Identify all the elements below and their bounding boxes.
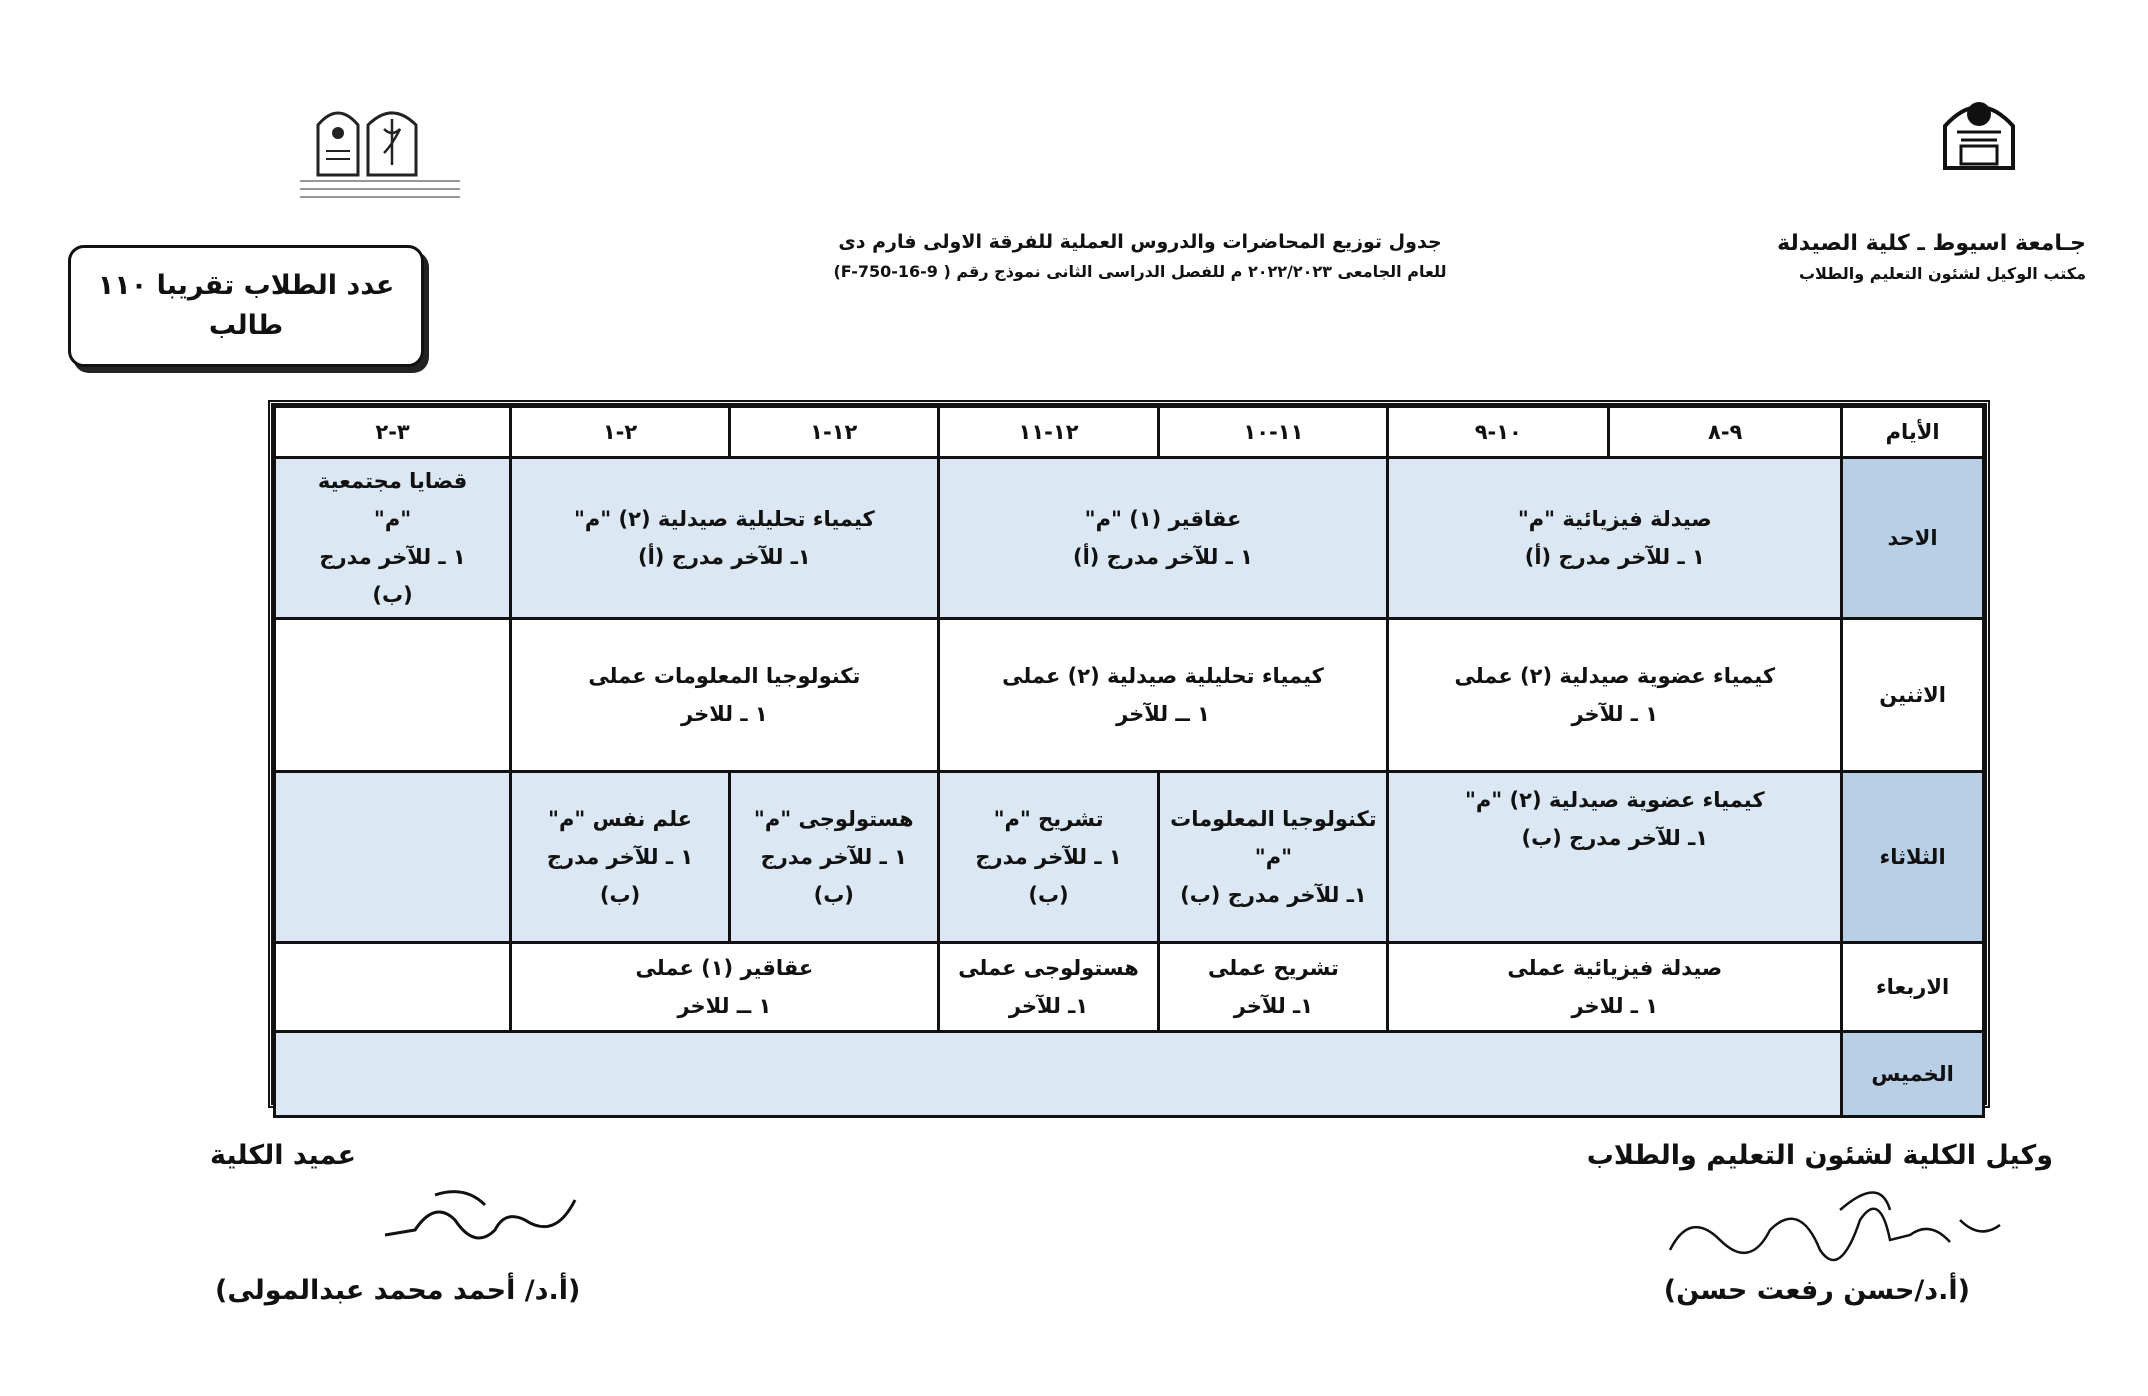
schedule-cell	[938, 458, 1388, 619]
course-detail: ١ ــ للآخر	[1116, 702, 1210, 726]
course-detail: ١ـ للآخر مدرج (أ)	[638, 545, 811, 569]
office-name: مكتب الوكيل لشئون التعليم والطلاب	[1798, 264, 2086, 283]
course-name: تشريح عملى	[1207, 956, 1339, 980]
course-detail: ١ ـ للاخر	[1571, 994, 1659, 1018]
vice-dean-signature	[1650, 1180, 2020, 1290]
table-header-row	[275, 407, 1984, 458]
course-name: كيمياء عضوية صيدلية (٢) عملى	[1454, 664, 1776, 688]
day-wednesday: الاربعاء	[1842, 943, 1984, 1032]
course-detail: ١ ـ للاخر	[681, 702, 768, 726]
page-subtitle: للعام الجامعى ٢٠٢٢/٢٠٢٣ م للفصل الدراسى الثانى نموذج رقم ( F-750-16-9)	[833, 262, 1447, 281]
page-title: جدول توزيع المحاضرات والدروس العملية للفرقة الاولى فارم دى	[838, 231, 1442, 253]
table-row	[275, 943, 1984, 1032]
course-detail: ١ ـ للآخر مدرج	[760, 845, 907, 869]
schedule-cell	[729, 772, 938, 943]
student-count-box	[68, 245, 424, 367]
schedule-cell	[511, 943, 938, 1032]
course-detail: ١ ـ للآخر مدرج	[975, 845, 1122, 869]
course-name: هستولوجى "م"	[753, 807, 914, 831]
schedule-cell	[938, 943, 1159, 1032]
vice-dean-signature-block	[1587, 1140, 2053, 1171]
day-tuesday: الثلاثاء	[1842, 772, 1984, 943]
header-right	[1586, 228, 2086, 288]
header-days: الأيام	[1842, 407, 1984, 458]
course-detail: (ب)	[372, 583, 413, 607]
course-name: هستولوجى عملى	[958, 956, 1139, 980]
university-name: جـامعة اسيوط ـ كلية الصيدلة	[1777, 231, 2086, 256]
header-time: ١٢-١١	[938, 407, 1159, 458]
table-row	[275, 1032, 1984, 1117]
header-time: ١١-١٠	[1159, 407, 1388, 458]
dean-signature	[375, 1180, 595, 1260]
schedule-cell	[938, 772, 1159, 943]
student-count-line1: عدد الطلاب تقريبا ١١٠	[97, 270, 395, 301]
course-detail: (ب)	[813, 883, 854, 907]
empty-cell	[275, 943, 511, 1032]
header-time: ٣-٢	[275, 407, 511, 458]
course-type: "م"	[1254, 845, 1293, 869]
schedule-cell	[938, 619, 1388, 772]
schedule-cell	[1388, 772, 1842, 943]
empty-cell	[275, 772, 511, 943]
vice-dean-name: (أ.د/حسن رفعت حسن)	[1663, 1275, 1970, 1306]
dean-name: (أ.د/ أحمد محمد عبدالمولى)	[215, 1275, 581, 1306]
empty-cell	[275, 1032, 1842, 1117]
course-name: كيمياء عضوية صيدلية (٢) "م"	[1464, 788, 1765, 812]
course-detail: ١ـ للآخر مدرج (ب)	[1521, 826, 1709, 850]
schedule-cell	[1388, 943, 1842, 1032]
course-detail: ١ـ للآخر	[1233, 994, 1314, 1018]
schedule-cell	[1388, 619, 1842, 772]
day-monday: الاثنين	[1842, 619, 1984, 772]
dean-title: عميد الكلية	[210, 1140, 357, 1171]
course-name: صيدلة فيزيائية "م"	[1517, 507, 1712, 531]
course-detail: ١ ــ للاخر	[677, 994, 772, 1018]
course-detail: ١ ـ للآخر مدرج	[546, 845, 694, 869]
schedule-table	[268, 400, 1990, 1108]
course-name: صيدلة فيزيائية عملى	[1507, 956, 1723, 980]
course-detail: ١ـ للآخر	[1008, 994, 1089, 1018]
course-name: عقاقير (١) "م"	[1084, 507, 1242, 531]
course-detail: ١ ـ للآخر مدرج	[319, 545, 466, 569]
course-detail: ١ ـ للآخر	[1571, 702, 1659, 726]
course-name: علم نفس "م"	[548, 807, 693, 831]
student-count-line2: طالب	[208, 310, 284, 341]
course-name: قضايا مجتمعية	[317, 469, 468, 493]
header-time: ٢-١	[511, 407, 730, 458]
empty-cell	[275, 619, 511, 772]
course-name: تكنولوجيا المعلومات	[1170, 807, 1377, 831]
course-name: عقاقير (١) عملى	[635, 956, 814, 980]
schedule-cell	[275, 458, 511, 619]
schedule-cell	[1159, 772, 1388, 943]
course-name: تشريح "م"	[993, 807, 1104, 831]
course-name: كيمياء تحليلية صيدلية (٢) "م"	[573, 507, 875, 531]
table-row	[275, 458, 1984, 619]
header-time: ٩-٨	[1609, 407, 1842, 458]
vice-dean-title: وكيل الكلية لشئون التعليم والطلاب	[1586, 1140, 2053, 1171]
schedule-cell	[511, 619, 938, 772]
table-row	[275, 619, 1984, 772]
faculty-logos	[280, 95, 480, 205]
header-time: ١٠-٩	[1388, 407, 1609, 458]
schedule-cell	[511, 772, 730, 943]
course-detail: (ب)	[1028, 883, 1069, 907]
course-detail: (ب)	[599, 883, 641, 907]
header-time: ١٢-١	[729, 407, 938, 458]
course-detail: ١ ـ للآخر مدرج (أ)	[1524, 545, 1705, 569]
schedule-cell	[1159, 943, 1388, 1032]
course-name: تكنولوجيا المعلومات عملى	[588, 664, 861, 688]
schedule-cell	[511, 458, 938, 619]
header-title-block	[760, 226, 1520, 286]
course-type: "م"	[373, 507, 412, 531]
course-name: كيمياء تحليلية صيدلية (٢) عملى	[1002, 664, 1324, 688]
course-detail: ١ ـ للآخر مدرج (أ)	[1072, 545, 1253, 569]
day-thursday: الخميس	[1842, 1032, 1984, 1117]
course-detail: ١ـ للآخر مدرج (ب)	[1180, 883, 1367, 907]
table-row	[275, 772, 1984, 943]
dean-signature-block	[210, 1140, 356, 1171]
schedule-cell	[1388, 458, 1842, 619]
university-logo	[1935, 92, 2023, 170]
day-sunday: الاحد	[1842, 458, 1984, 619]
